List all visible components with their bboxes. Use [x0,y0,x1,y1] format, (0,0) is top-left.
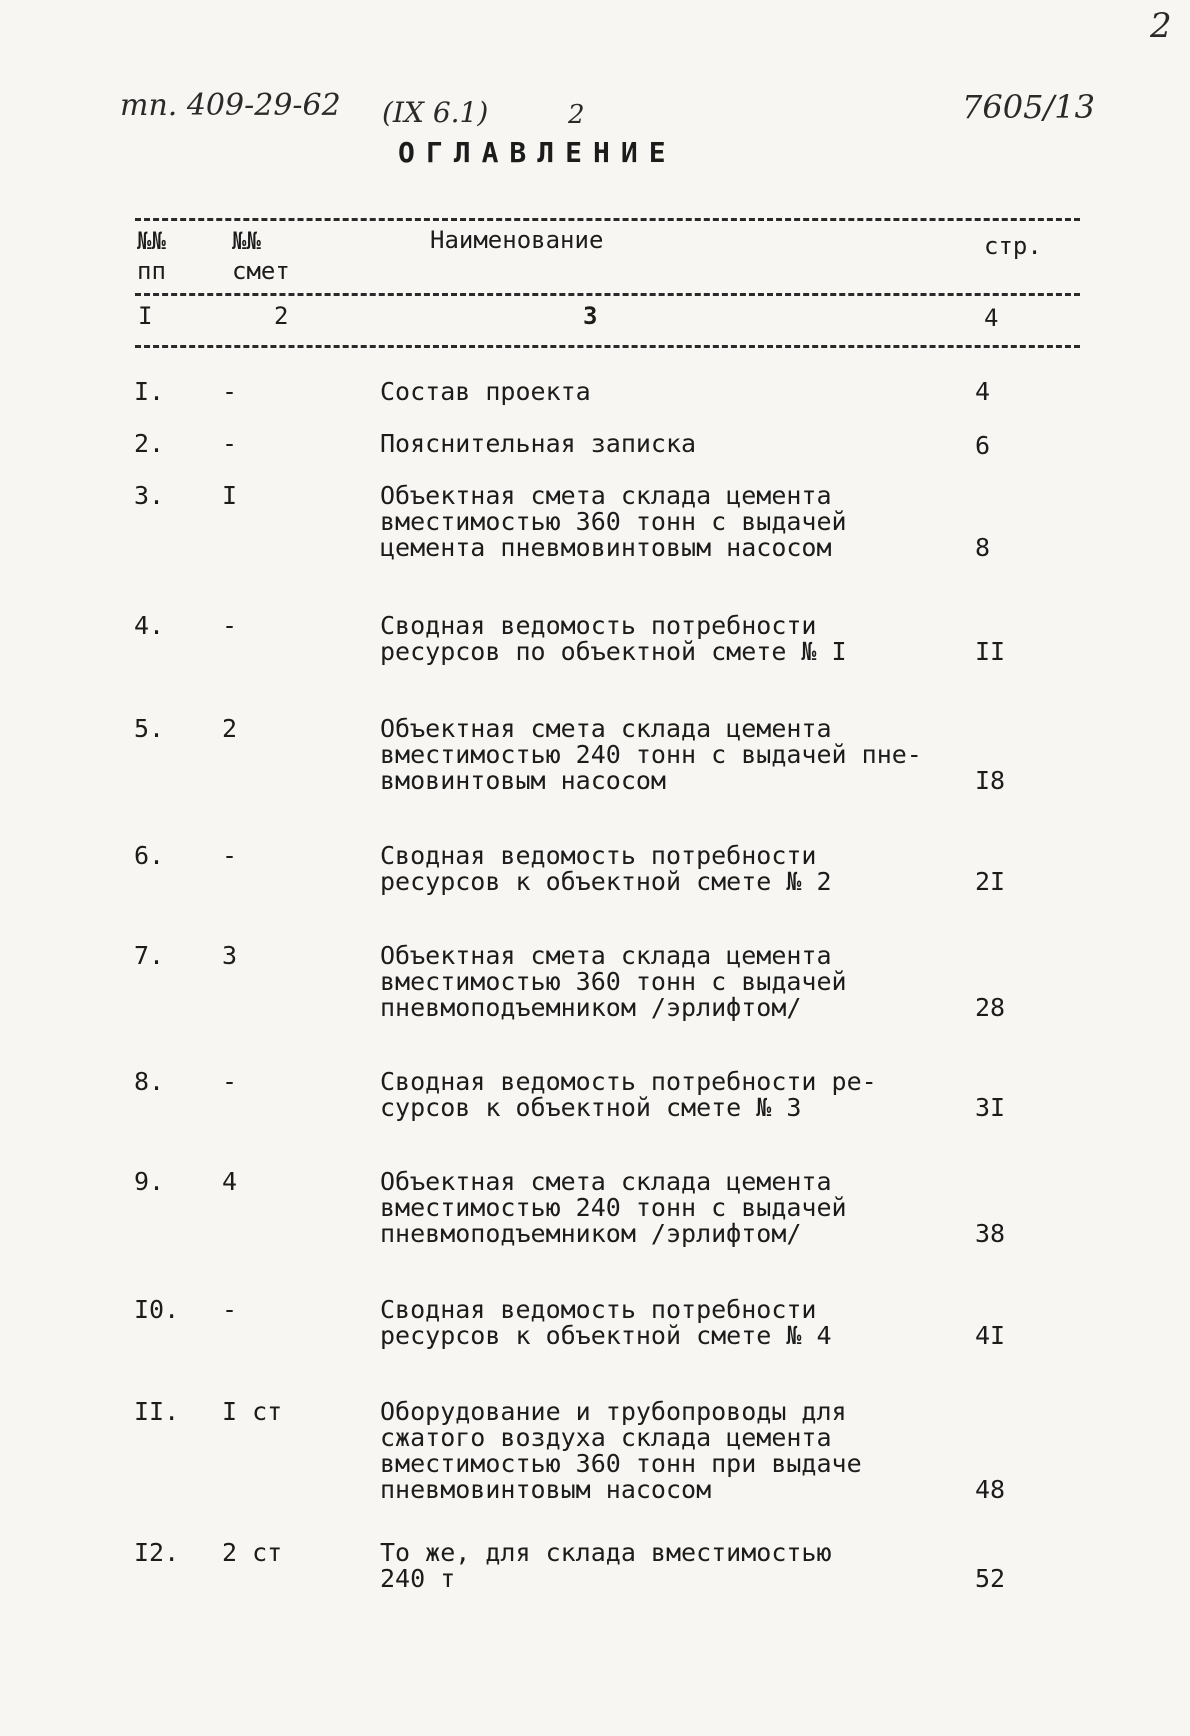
column-number: 4 [984,304,999,332]
row-estimate: - [222,1295,238,1324]
column-number: I [138,302,153,330]
page-digit-annotation: 2 [568,100,585,130]
row-number: 2. [134,429,165,458]
row-page: II [975,637,1006,666]
column-number: 3 [583,302,598,330]
archive-number-annotation: 7605/13 [962,88,1095,126]
row-page: 28 [975,993,1006,1022]
row-name: Объектная смета склада цемента вместимостью 360 тонн с выдачей пневмоподъемником /эрлифтом/ [380,941,847,1022]
header-page: стр. [984,232,1042,260]
row-name: Сводная ведомость потребности ре- сурсов к объектной смете № 3 [380,1067,877,1122]
row-estimate: - [222,841,238,870]
row-name: Состав проекта [380,377,591,406]
row-name: Объектная смета склада цемента вместимостью 360 тонн с выдачей цемента пневмовинтовым насосом [380,481,847,562]
row-number: II. [134,1397,180,1426]
row-name: То же, для склада вместимостью 240 т [380,1538,832,1593]
row-number: I2. [134,1538,180,1567]
row-name: Сводная ведомость потребности ресурсов по объектной смете № I [380,611,847,666]
row-number: 7. [134,941,165,970]
row-estimate: - [222,429,238,458]
row-estimate: - [222,611,238,640]
row-page: 3I [975,1093,1006,1122]
section-code-annotation: (IX 6.1) [382,96,489,129]
row-page: 4 [975,377,991,406]
row-number: 6. [134,841,165,870]
row-number: 4. [134,611,165,640]
row-page: 6 [975,431,991,460]
row-estimate: 4 [222,1167,238,1196]
row-page: 2I [975,867,1006,896]
row-page: I8 [975,766,1006,795]
header-bottom-rule [135,345,1080,348]
row-estimate: 2 [222,714,238,743]
header-name: Наименование [430,226,604,254]
header-mid-rule [135,293,1080,296]
row-number: 5. [134,714,165,743]
row-number: I. [134,377,165,406]
row-page: 8 [975,533,991,562]
row-number: I0. [134,1295,180,1324]
document-title: ОГЛАВЛЕНИЕ [398,136,677,169]
row-estimate: 3 [222,941,238,970]
row-name: Объектная смета склада цемента вместимостью 240 тонн с выдачей пневмоподъемником /эрлифтом/ [380,1167,847,1248]
row-number: 9. [134,1167,165,1196]
row-page: 38 [975,1219,1006,1248]
row-estimate: I [222,481,238,510]
column-number: 2 [274,302,289,330]
header-top-rule [135,218,1080,221]
row-page: 52 [975,1564,1006,1593]
row-estimate: - [222,1067,238,1096]
row-name: Оборудование и трубопроводы для сжатого воздуха склада цемента вместимостью 360 тонн при выдаче пневмовинтовым насосом [380,1397,862,1504]
header-num: №№ пп [137,227,166,285]
row-name: Пояснительная записка [380,429,697,458]
tp-code-annotation: тп. 409-29-62 [120,88,341,123]
row-estimate: I ст [222,1397,283,1426]
row-number: 3. [134,481,165,510]
row-name: Объектная смета склада цемента вместимостью 240 тонн с выдачей пне- вмовинтовым насосом [380,714,922,795]
row-estimate: - [222,377,238,406]
header-estimate: №№ смет [232,227,290,285]
row-page: 48 [975,1475,1006,1504]
row-page: 4I [975,1321,1006,1350]
row-name: Сводная ведомость потребности ресурсов к объектной смете № 4 [380,1295,832,1350]
row-name: Сводная ведомость потребности ресурсов к объектной смете № 2 [380,841,832,896]
row-number: 8. [134,1067,165,1096]
corner-page-number: 2 [1150,6,1172,46]
row-estimate: 2 ст [222,1538,283,1567]
